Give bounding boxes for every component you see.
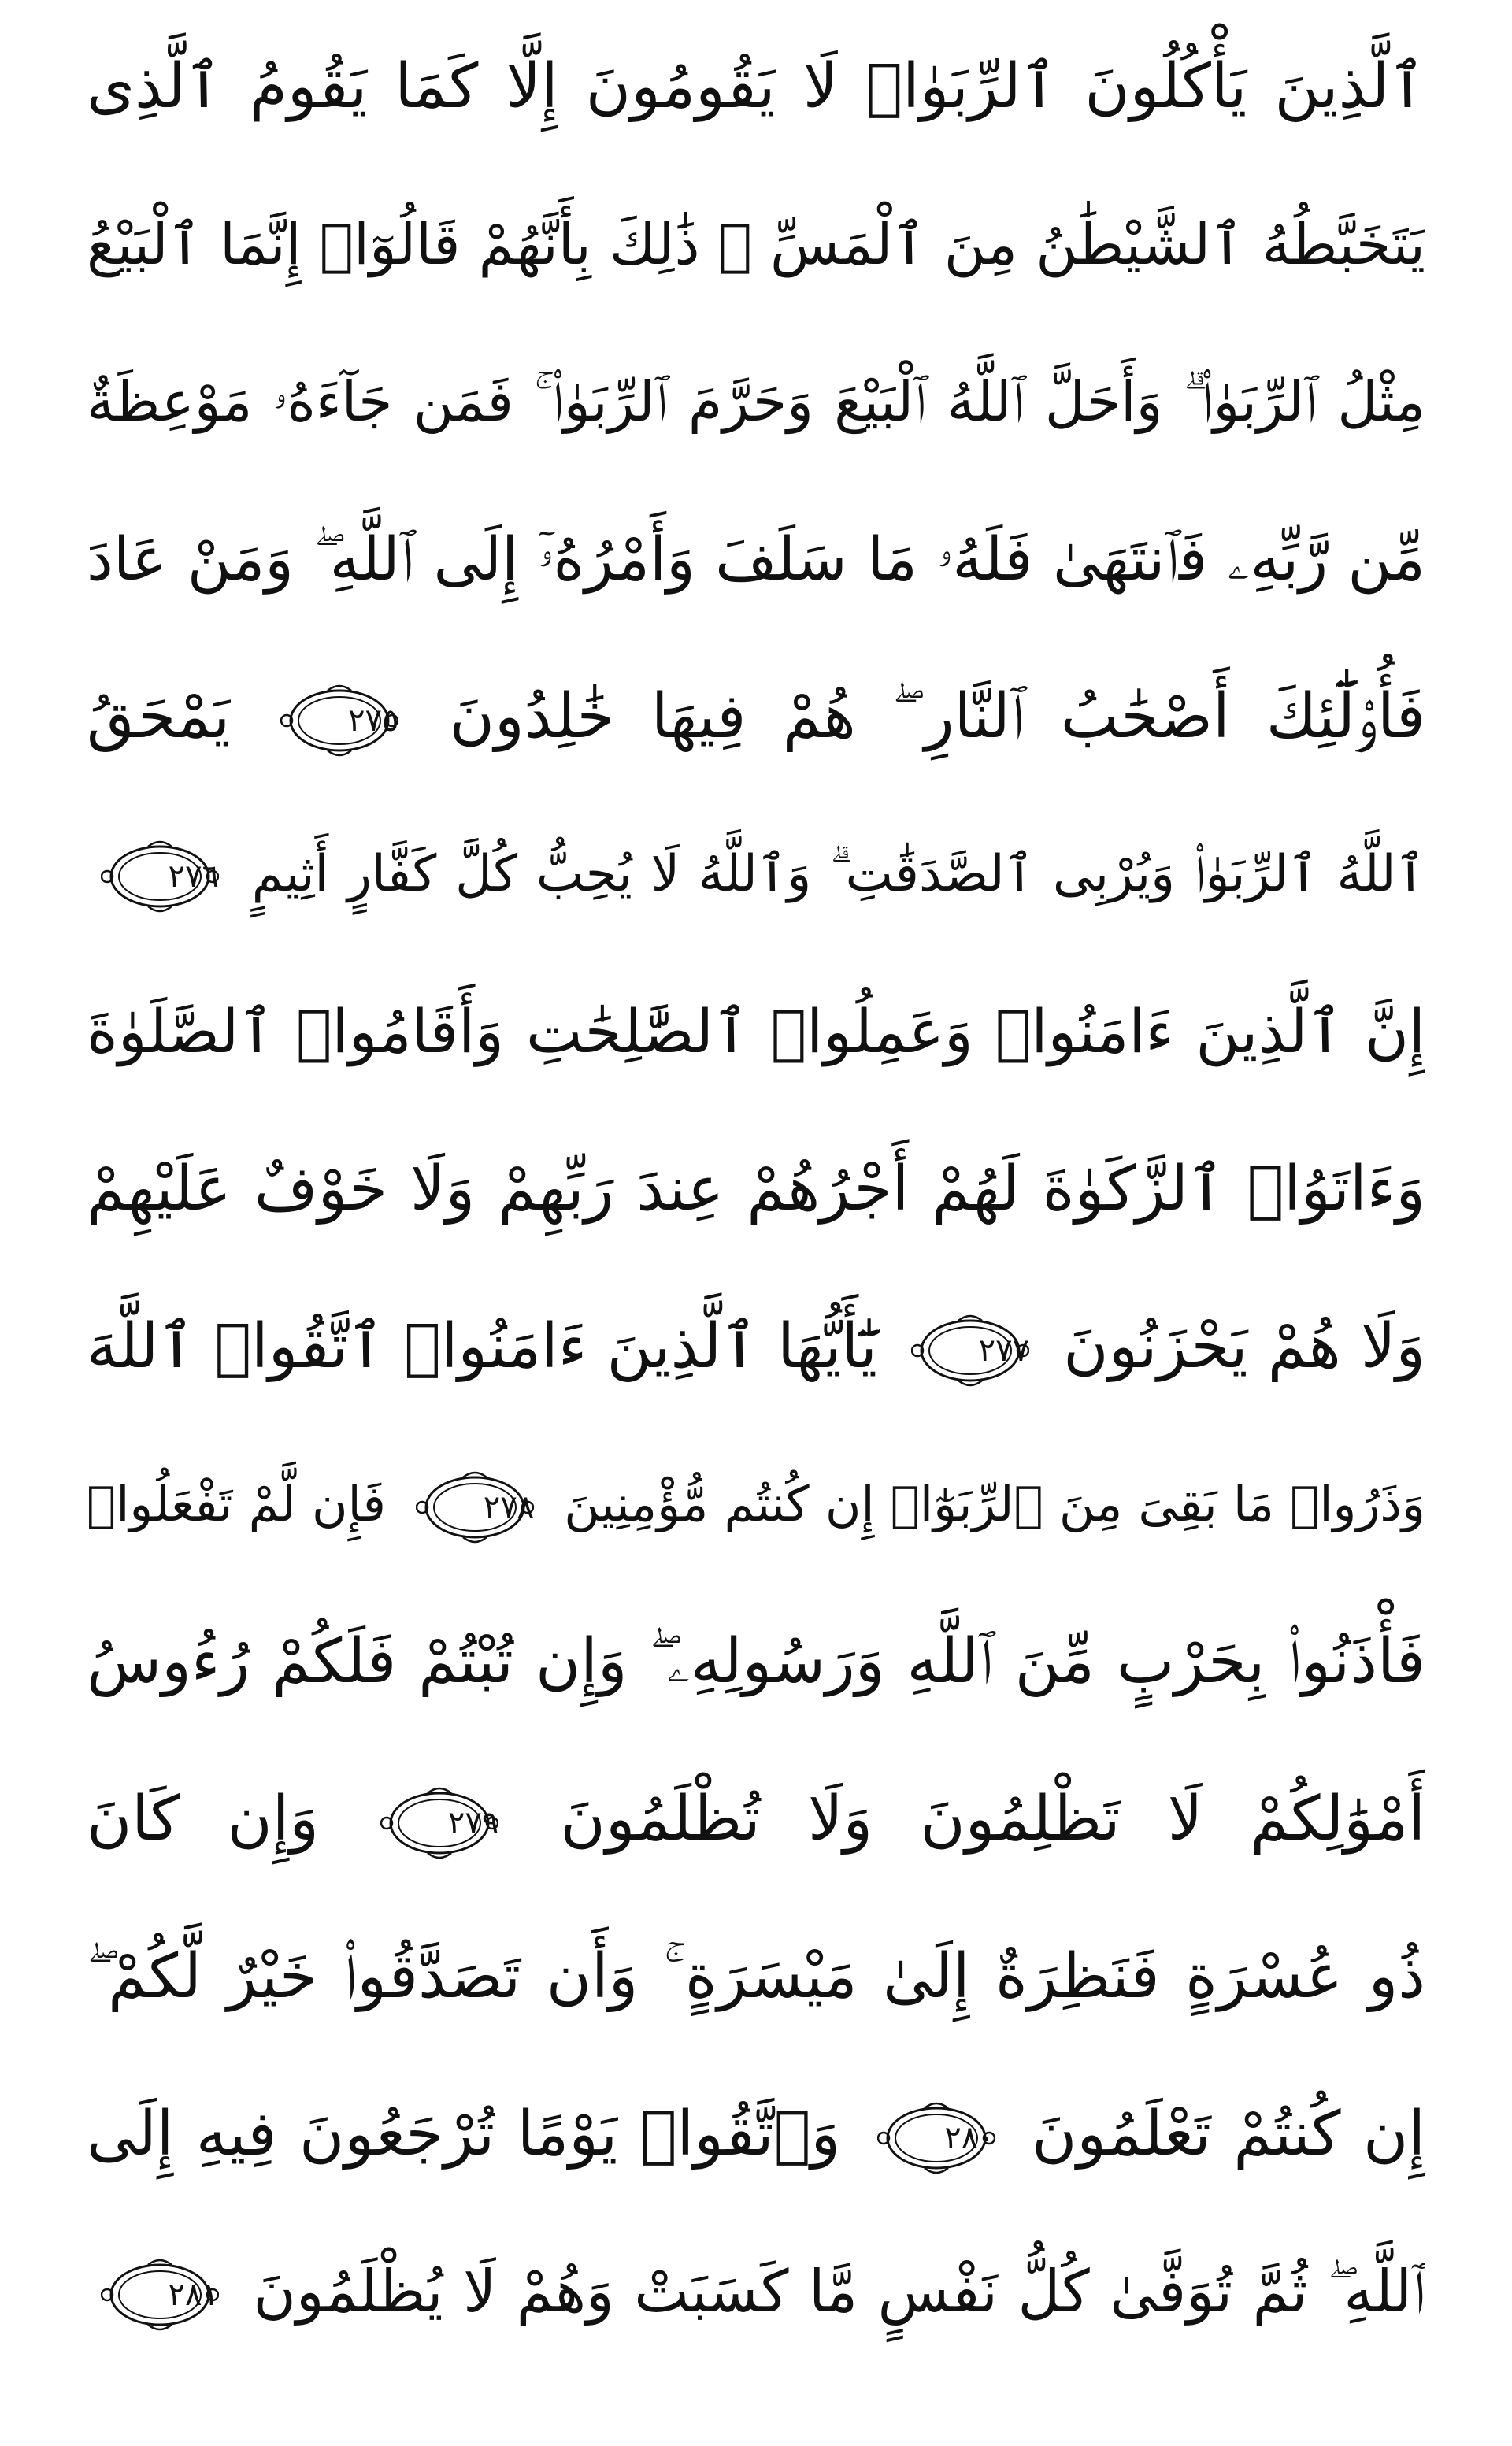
verse-text: مِّن رَّبِّهِۦ فَٱنتَهَىٰ فَلَهُۥ مَا سَلَفَ وَأَمْرُهُۥٓ إِلَى ٱللَّهِ ۖ وَمَنْ عَادَ (87, 524, 1425, 594)
verse-text: مِثْلُ ٱلرِّبَوٰا۟ ۗ وَأَحَلَّ ٱللَّهُ ٱلْبَيْعَ وَحَرَّمَ ٱلرِّبَوٰا۟ ۚ فَمَن جَآءَهُۥ مَوْعِظَةٌ (87, 369, 1425, 434)
ayah-number-marker (877, 2100, 995, 2176)
verse-line (87, 953, 1425, 1110)
ayah-number: ٢٧٧ (978, 1332, 1030, 1369)
verse-text: فَأْذَنُوا۟ بِحَرْبٍ مِّنَ ٱللَّهِ وَرَسُولِهِۦ ۖ وَإِن تُبْتُمْ فَلَكُمْ رُءُوسُ (87, 1626, 1425, 1697)
verse-text: ذُو عُسْرَةٍ فَنَظِرَةٌ إِلَىٰ مَيْسَرَةٍ ۚ وَأَن تَصَدَّقُوا۟ خَيْرٌ لَّكُمْ ۖ (87, 1941, 1425, 2012)
verse-text: فَإِن لَّمْ تَفْعَلُوا۟ (87, 1475, 387, 1532)
verse-line (87, 2055, 1425, 2213)
ayah-number: ٢٧٨ (483, 1488, 535, 1525)
ayah-number-marker (280, 683, 398, 758)
verse-line (87, 795, 1425, 953)
verse-line (87, 1740, 1425, 1898)
verse-line (87, 1268, 1425, 1425)
ayah-number: ٢٧٥ (348, 702, 399, 739)
ayah-number-marker (380, 1785, 498, 1861)
verse-line (87, 1425, 1425, 1583)
verse-line (87, 1583, 1425, 1740)
ayah-number: ٢٨١ (168, 2277, 219, 2314)
verse-line (87, 1898, 1425, 2055)
verse-text: وَإِن كَانَ (87, 1784, 320, 1855)
verse-text: يَتَخَبَّطُهُ ٱلشَّيْطَٰنُ مِنَ ٱلْمَسِّ ۚ ذَٰلِكَ بِأَنَّهُمْ قَالُوٓا۟ إِنَّمَا ٱلْبَيْعُ (87, 211, 1425, 277)
verse-text: إِنَّ ٱلَّذِينَ ءَامَنُوا۟ وَعَمِلُوا۟ ٱلصَّٰلِحَٰتِ وَأَقَامُوا۟ ٱلصَّلَوٰةَ (87, 996, 1425, 1066)
verse-text: وَءَاتَوُا۟ ٱلزَّكَوٰةَ لَهُمْ أَجْرُهُمْ عِندَ رَبِّهِمْ وَلَا خَوْفٌ عَلَيْهِمْ (87, 1154, 1425, 1225)
verse-text: فَأُو۟لَٰٓئِكَ أَصْحَٰبُ ٱلنَّارِ ۖ هُمْ فِيهَا خَٰلِدُونَ (449, 681, 1425, 752)
verse-line (87, 323, 1425, 480)
verse-text: يَمْحَقُ (87, 681, 231, 752)
ayah-number: ٢٧٦ (168, 858, 219, 895)
verse-text: إِن كُنتُمْ تَعْلَمُونَ (1032, 2099, 1425, 2170)
ayah-number-marker (416, 1469, 534, 1545)
verse-line (87, 638, 1425, 795)
verse-text: ٱللَّهِ ۖ ثُمَّ تُوَفَّىٰ كُلُّ نَفْسٍ مَّا كَسَبَتْ وَهُمْ لَا يُظْلَمُونَ (253, 2258, 1425, 2326)
verse-line (87, 165, 1425, 323)
ayah-number-marker (101, 839, 219, 914)
verse-text: ٱلَّذِينَ يَأْكُلُونَ ٱلرِّبَوٰا۟ لَا يَقُومُونَ إِلَّا كَمَا يَقُومُ ٱلَّذِى (87, 51, 1425, 122)
verse-text: وَلَا هُمْ يَحْزَنُونَ (1063, 1311, 1425, 1382)
verse-text: وَذَرُوا۟ مَا بَقِىَ مِنَ ٱلرِّبَوٰٓا۟ إِن كُنتُم مُّؤْمِنِينَ (564, 1475, 1425, 1532)
verse-text: يَٰٓأَيُّهَا ٱلَّذِينَ ءَامَنُوا۟ ٱتَّقُوا۟ ٱللَّهَ (87, 1311, 877, 1382)
verse-text: ٱللَّهُ ٱلرِّبَوٰا۟ وَيُرْبِى ٱلصَّدَقَٰتِ ۗ وَٱللَّهُ لَا يُحِبُّ كُلَّ كَفَّارٍ أَثِيمٍ (251, 845, 1425, 903)
verse-line (87, 480, 1425, 638)
verse-line (87, 1110, 1425, 1268)
ayah-number-marker (911, 1313, 1029, 1388)
verse-text: أَمْوَٰلِكُمْ لَا تَظْلِمُونَ وَلَا تُظْلَمُونَ (560, 1784, 1425, 1855)
ayah-number: ٢٨٠ (944, 2119, 995, 2156)
verse-text: وَٱتَّقُوا۟ يَوْمًا تُرْجَعُونَ فِيهِ إِلَى (87, 2099, 841, 2170)
verse-line (87, 8, 1425, 165)
verse-line (87, 2213, 1425, 2370)
ayah-number: ٢٧٩ (447, 1804, 499, 1841)
ayah-number-marker (101, 2257, 219, 2333)
